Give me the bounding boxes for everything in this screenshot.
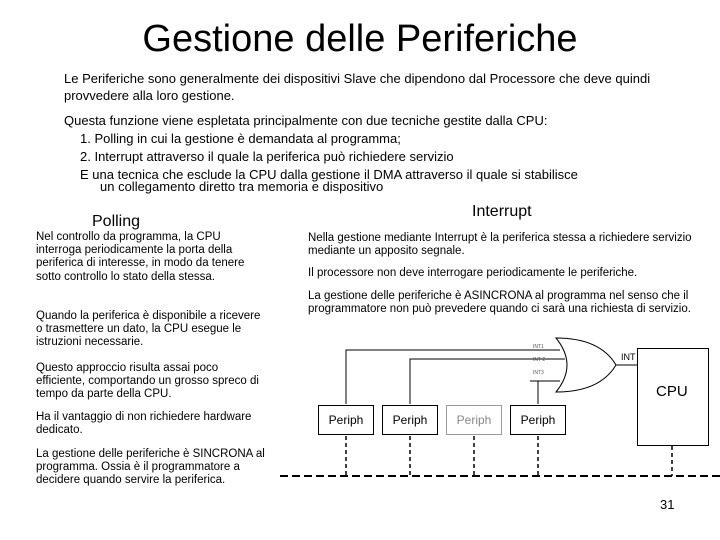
- interrupt-heading: Interrupt: [472, 203, 532, 220]
- list-item-interrupt: 2. Interrupt attraverso il quale la periferica può richiedere servizio: [80, 149, 454, 164]
- intro-paragraph: Le Periferiche sono generalmente dei dispositivi Slave che dipendono dal Processore che deve quindi provvedere alla loro gestione.: [64, 71, 651, 103]
- cpu-label: CPU: [656, 383, 688, 400]
- wire-int2: [410, 359, 530, 404]
- list-item-dma-continued: un collegamento diretto tra memoria e dispositivo: [100, 179, 384, 194]
- interrupt-paragraph: Il processore non deve interrogare periodicamente le periferiche.: [308, 267, 638, 279]
- wire-int3: [530, 381, 538, 404]
- polling-paragraph: Ha il vantaggio di non richiedere hardware dedicato.: [36, 411, 252, 437]
- list-item-polling: 1. Polling in cui la gestione è demandata al programma;: [80, 131, 401, 146]
- periph-box-inactive: Periph: [446, 405, 502, 435]
- interrupt-paragraph: Nella gestione mediante Interrupt è la periferica stessa a richiedere servizio mediante un apposito segnale.: [308, 232, 692, 258]
- polling-paragraph: Nel controllo da programma, la CPU interroga periodicamente la porta della periferica di interesse, in modo da tenere sotto controllo lo stato della stessa.: [36, 231, 245, 283]
- label-int3: INT3: [533, 370, 544, 376]
- label-int2: INT 2: [533, 357, 546, 363]
- polling-heading: Polling: [92, 213, 141, 230]
- polling-paragraph: La gestione delle periferiche è SINCRONA al programma. Ossia è il programmatore a decidere quando servire la periferica.: [36, 448, 265, 487]
- label-int-output: INT: [621, 352, 636, 362]
- intro-lead: Questa funzione viene espletata principalmente con due tecniche gestite dalla CPU:: [64, 113, 548, 128]
- polling-paragraph: Questo approccio risulta assai poco efficiente, comportando un grosso spreco di tempo da parte della CPU.: [36, 362, 259, 401]
- periph-box: Periph: [510, 405, 566, 435]
- page-number: 31: [660, 497, 675, 512]
- list-item-dma: E una tecnica che esclude la CPU dalla gestione il DMA attraverso il quale si stabilisce: [80, 167, 578, 182]
- polling-paragraph: Quando la periferica è disponibile a ricevere o trasmettere un dato, la CPU esegue le istruzioni necessarie.: [36, 310, 261, 349]
- interrupt-paragraph: La gestione delle periferiche è ASINCRONA al programma nel senso che il programmatore non può prevedere quando ci sarà una richiesta di servizio.: [308, 290, 691, 316]
- periph-box: Periph: [382, 405, 438, 435]
- wire-int1: [346, 350, 530, 404]
- or-gate: [556, 338, 616, 392]
- page-title: Gestione delle Periferiche: [142, 18, 578, 60]
- label-int1: INT1: [533, 344, 544, 350]
- periph-box: Periph: [318, 405, 374, 435]
